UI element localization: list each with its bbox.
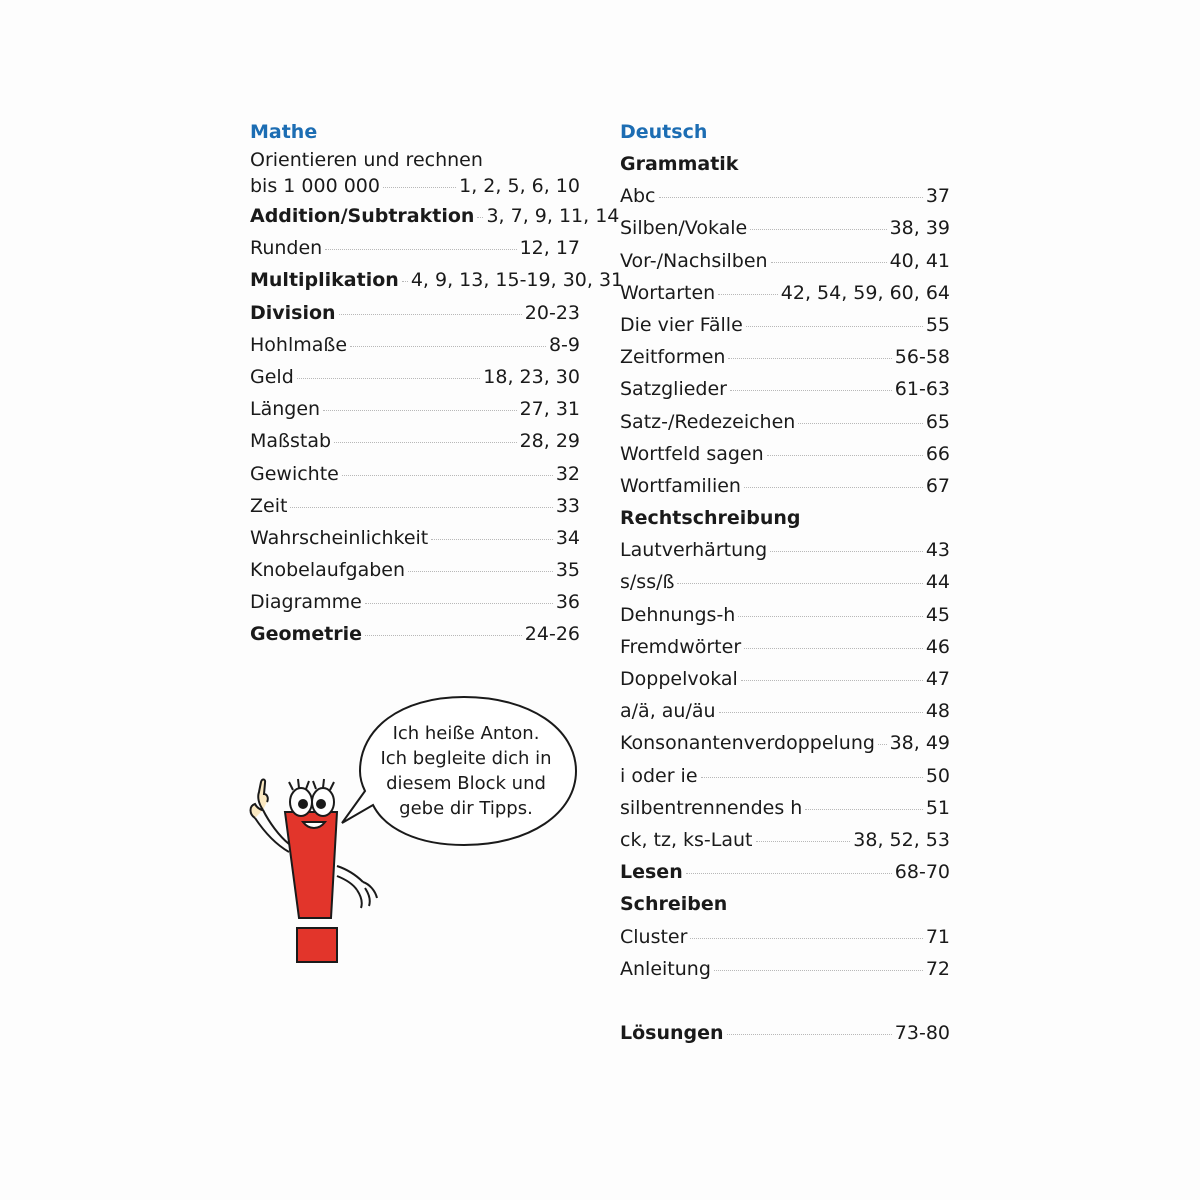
toc-entry-multiplikation[interactable] [250, 264, 624, 296]
deutsch-section [620, 116, 950, 1049]
page-numbers: 45 [925, 603, 950, 626]
leader-dots [297, 378, 481, 379]
entry-label: Wortarten [620, 281, 716, 304]
entry-label: Zeitformen [620, 346, 726, 369]
entry-label: Lösungen [620, 1021, 724, 1044]
entry-label: silbentrennendes h [620, 796, 803, 819]
entry-label: Satz-/Redezeichen [620, 410, 796, 433]
page-numbers: 38, 39 [889, 217, 950, 240]
entry-label: Wahrscheinlichkeit [250, 526, 429, 549]
toc-entry-satzzeichen[interactable] [620, 406, 950, 438]
page-numbers: 33 [555, 494, 580, 517]
toc-entry-gewichte[interactable] [250, 458, 580, 490]
toc-entry-wahrscheinlichkeit[interactable] [250, 522, 580, 554]
entry-label: Längen [250, 398, 321, 421]
mathe-section [250, 116, 624, 651]
leader-dots [878, 744, 887, 745]
intro-line-2: bis 1 000 000 [250, 175, 380, 197]
entry-label: Silben/Vokale [620, 217, 748, 240]
page-numbers: 72 [925, 957, 950, 980]
leader-dots [431, 539, 553, 540]
toc-entry-abc[interactable] [620, 180, 950, 212]
entry-label: Satzglieder [620, 378, 727, 401]
page-numbers: 48 [925, 700, 950, 723]
entry-label: Lesen [620, 861, 683, 884]
leader-dots [334, 442, 517, 443]
entry-label: Die vier Fälle [620, 313, 743, 336]
page-numbers: 20-23 [524, 301, 580, 324]
leader-dots [767, 455, 923, 456]
toc-entry-hohlmasse[interactable] [250, 329, 580, 361]
leader-dots [741, 680, 923, 681]
toc-entry-satzglieder[interactable] [620, 373, 950, 405]
page-numbers: 42, 54, 59, 60, 64 [780, 281, 950, 304]
entry-label: Lautverhärtung [620, 539, 768, 562]
toc-entry-zeitformen[interactable] [620, 341, 950, 373]
page-numbers: 50 [925, 764, 950, 787]
leader-dots [701, 777, 923, 778]
anton-mascot-illustration [245, 770, 385, 969]
page-numbers: 40, 41 [889, 249, 950, 272]
entry-label: Fremdwörter [620, 635, 742, 658]
leader-dots [365, 635, 522, 636]
page-numbers: 73-80 [894, 1021, 950, 1044]
page-numbers: 34 [555, 526, 580, 549]
entry-label: Gewichte [250, 462, 339, 485]
leader-dots [750, 229, 886, 230]
intro-line-1: Orientieren und rechnen [250, 149, 483, 171]
entry-label: Anleitung [620, 957, 711, 980]
toc-entry-doppelvokal[interactable] [620, 663, 950, 695]
toc-entry-lautverhaertung[interactable] [620, 534, 950, 566]
page-numbers: 56-58 [894, 346, 950, 369]
toc-entry-geld[interactable] [250, 361, 580, 393]
toc-entry-ck-tz-ks[interactable] [620, 824, 950, 856]
leader-dots [728, 358, 891, 359]
entry-label: Addition/Subtraktion [250, 205, 475, 227]
entry-label: s/ss/ß [620, 571, 675, 594]
leader-dots [714, 970, 923, 971]
toc-entry-massstab[interactable] [250, 425, 580, 457]
toc-entry-runden[interactable] [250, 232, 580, 264]
spacer [620, 985, 950, 1017]
entry-label: Runden [250, 237, 323, 260]
leader-dots [744, 648, 923, 649]
leader-dots [770, 551, 923, 552]
toc-entry-lesen[interactable] [620, 856, 950, 888]
page-numbers: 43 [925, 539, 950, 562]
leader-dots [718, 294, 778, 295]
leader-dots [290, 507, 552, 508]
leader-dots [402, 281, 408, 282]
entry-label: Wortfamilien [620, 474, 741, 497]
entry-label: Geld [250, 365, 294, 388]
speech-line: Ich heiße Anton. [392, 723, 540, 744]
toc-entry-diagramme[interactable] [250, 586, 580, 618]
entry-label: Geometrie [250, 623, 363, 646]
page-numbers: 32 [555, 462, 580, 485]
page-numbers: 8-9 [548, 333, 580, 356]
leader-dots [727, 1034, 892, 1035]
speech-bubble-text [360, 721, 572, 821]
toc-entry-division[interactable] [250, 297, 580, 329]
page-numbers: 36 [555, 591, 580, 614]
page-numbers: 71 [925, 925, 950, 948]
page-numbers: 3, 7, 9, 11, 14 [486, 205, 620, 227]
leader-dots [477, 217, 483, 218]
entry-label: Maßstab [250, 430, 332, 453]
toc-entry-i-oder-ie[interactable] [620, 760, 950, 792]
leader-dots [383, 187, 456, 188]
page-numbers: 38, 52, 53 [853, 828, 950, 851]
toc-entry-cluster[interactable] [620, 921, 950, 953]
schreiben-heading: Schreiben [620, 893, 728, 916]
toc-entry-silben[interactable] [620, 212, 950, 244]
leader-dots [744, 487, 923, 488]
rechtschreibung-heading: Rechtschreibung [620, 507, 801, 530]
leader-dots [350, 346, 546, 347]
page-numbers: 61-63 [894, 378, 950, 401]
entry-label: Knobelaufgaben [250, 559, 406, 582]
toc-entry-knobelaufgaben[interactable] [250, 554, 580, 586]
entry-label: a/ä, au/äu [620, 700, 716, 723]
toc-entry-s-ss-sz[interactable] [620, 566, 950, 598]
page-numbers: 67 [925, 474, 950, 497]
page-numbers: 51 [925, 796, 950, 819]
entry-label: Konsonantenverdoppelung [620, 732, 875, 755]
speech-bubble [360, 695, 572, 845]
entry-label: Cluster [620, 925, 688, 948]
page-numbers: 37 [925, 185, 950, 208]
page-numbers: 47 [925, 668, 950, 690]
leader-dots [677, 583, 922, 584]
speech-line: Ich begleite dich in [380, 748, 552, 769]
toc-entry-wortfeld[interactable] [620, 438, 950, 470]
entry-label: i oder ie [620, 764, 698, 787]
leader-dots [325, 249, 516, 250]
leader-dots [719, 712, 923, 713]
toc-entry-laengen[interactable] [250, 393, 580, 425]
entry-label: Zeit [250, 494, 288, 517]
leader-dots [342, 475, 553, 476]
leader-dots [659, 197, 923, 198]
toc-entry-loesungen[interactable] [620, 1017, 950, 1049]
toc-entry-vorsilben[interactable] [620, 245, 950, 277]
leader-dots [798, 423, 922, 424]
deutsch-heading: Deutsch [620, 121, 708, 143]
speech-line: gebe dir Tipps. [399, 798, 533, 819]
toc-entry-umlaute[interactable] [620, 695, 950, 727]
leader-dots [756, 841, 851, 842]
entry-label: ck, tz, ks-Laut [620, 828, 753, 851]
leader-dots [746, 326, 923, 327]
toc-entry-faelle[interactable] [620, 309, 950, 341]
entry-label: Wortfeld sagen [620, 442, 764, 465]
page-numbers: 28, 29 [519, 430, 580, 453]
page-numbers: 38, 49 [889, 732, 950, 755]
page-numbers: 12, 17 [519, 237, 580, 260]
mathe-heading: Mathe [250, 121, 318, 143]
toc-entry-fremdwoerter[interactable] [620, 631, 950, 663]
page-numbers: 4, 9, 13, 15-19, 30, 31 [410, 269, 624, 292]
page-numbers: 35 [555, 559, 580, 582]
toc-entry-silbentrennendes-h[interactable] [620, 792, 950, 824]
toc-entry-anleitung[interactable] [620, 953, 950, 985]
leader-dots [730, 390, 892, 391]
toc-entry-addition[interactable] [250, 200, 620, 232]
leader-dots [771, 262, 887, 263]
leader-dots [805, 809, 922, 810]
leader-dots [738, 616, 922, 617]
entry-label: Dehnungs-h [620, 603, 736, 626]
page-numbers: 46 [925, 635, 950, 658]
entry-label: Multiplikation [250, 269, 399, 292]
toc-entry-geometrie[interactable] [250, 618, 580, 650]
grammatik-heading: Grammatik [620, 153, 739, 175]
toc-entry-dehnungs-h[interactable] [620, 599, 950, 631]
leader-dots [323, 410, 517, 411]
intro-entry[interactable] [250, 173, 580, 200]
toc-entry-zeit[interactable] [250, 490, 580, 522]
entry-label: Division [250, 301, 336, 324]
toc-entry-konsonantenverdoppelung[interactable] [620, 727, 950, 759]
page-numbers: 24-26 [524, 623, 580, 646]
leader-dots [365, 603, 553, 604]
speech-line: diesem Block und [386, 773, 546, 794]
leader-dots [690, 938, 922, 939]
page-numbers: 18, 23, 30 [483, 365, 580, 388]
toc-entry-wortarten[interactable] [620, 277, 950, 309]
page-numbers: 55 [925, 313, 950, 336]
toc-entry-wortfamilien[interactable] [620, 470, 950, 502]
entry-label: Diagramme [250, 591, 362, 614]
page-numbers: 27, 31 [519, 398, 580, 421]
page-numbers: 66 [925, 442, 950, 465]
leader-dots [339, 314, 522, 315]
leader-dots [408, 571, 553, 572]
page-numbers: 1, 2, 5, 6, 10 [459, 175, 580, 197]
entry-label: Doppelvokal [620, 668, 738, 690]
entry-label: Abc [620, 185, 656, 208]
entry-label: Vor-/Nachsilben [620, 249, 768, 272]
page-numbers: 44 [925, 571, 950, 594]
leader-dots [686, 873, 892, 874]
page-numbers: 68-70 [894, 861, 950, 884]
entry-label: Hohlmaße [250, 333, 348, 356]
page-numbers: 65 [925, 410, 950, 433]
